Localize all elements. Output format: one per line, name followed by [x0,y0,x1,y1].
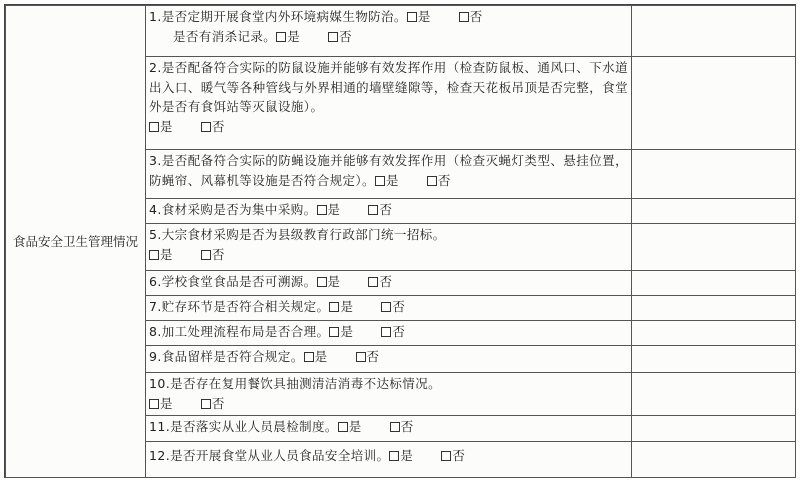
notes-cell[interactable] [632,57,796,150]
item-text: 加工处理流程布局是否合理。 [161,324,330,339]
item-3 [146,150,632,199]
no-checkbox[interactable] [459,12,469,22]
yes-checkbox[interactable] [407,12,417,22]
yes-checkbox[interactable] [389,451,399,461]
yes-checkbox[interactable] [149,399,159,409]
category-cell [6,6,146,478]
no-label: 否 [379,202,393,217]
yes-label: 是 [340,299,354,314]
item-2 [146,57,632,150]
no-checkbox[interactable] [201,399,211,409]
yes-label: 是 [400,448,414,463]
notes-cell[interactable] [632,6,796,57]
item-9 [146,346,632,373]
yes-checkbox[interactable] [317,277,327,287]
no-label: 否 [211,395,225,411]
no-checkbox[interactable] [441,451,451,461]
no-label: 否 [339,28,353,44]
yes-checkbox[interactable] [276,32,286,42]
no-label: 否 [392,324,406,339]
item-text: 是否配备符合实际的防鼠设施并能够有效发挥作用（检查防鼠板、通风口、下水道出入口、暖气等各种管线与外界相通的墙壁缝隙等，检查天花板吊顶是否完整，食堂外是否有食饵站等灭鼠设施）。 [149,60,628,114]
yes-label: 是 [340,324,354,339]
no-label: 否 [366,349,380,364]
item-text: 是否落实从业人员晨检制度。 [170,419,338,434]
yes-checkbox[interactable] [304,352,314,362]
no-checkbox[interactable] [201,122,211,132]
item-7 [146,296,632,321]
item-number: 12. [149,448,171,463]
no-checkbox[interactable] [390,422,400,432]
no-checkbox[interactable] [381,302,391,312]
item-text: 食品留样是否符合规定。 [161,349,304,364]
no-checkbox[interactable] [381,327,391,337]
yes-checkbox[interactable] [149,122,159,132]
notes-cell[interactable] [632,224,796,271]
notes-cell[interactable] [632,416,796,442]
item-11 [146,416,632,442]
table-row [6,6,796,57]
notes-cell[interactable] [632,150,796,199]
yes-label: 是 [327,202,341,217]
yes-label: 是 [385,172,399,188]
item-text: 是否配备符合实际的防蝇设施并能够有效发挥作用（检查灭蝇灯类型、悬挂位置，防蝇帘、风幕机等设施是否符合规定）。 [149,153,628,188]
yes-checkbox[interactable] [149,250,159,260]
no-label: 否 [392,299,406,314]
item-number: 7. [149,299,162,314]
item-text: 是否存在复用餐饮具抽测清洁消毒不达标情况。 [170,376,441,391]
no-checkbox[interactable] [427,176,437,186]
yes-label: 是 [314,349,328,364]
notes-cell[interactable] [632,442,796,478]
notes-cell[interactable] [632,373,796,416]
inspection-form [4,4,796,478]
item-text: 大宗食材采购是否为县级教育行政部门统一招标。 [161,227,446,242]
yes-label: 是 [160,395,173,411]
yes-label: 是 [160,118,173,134]
no-checkbox[interactable] [328,32,338,42]
item-6 [146,271,632,296]
yes-label: 是 [327,274,341,289]
item-number: 6. [149,274,162,289]
no-label: 否 [211,246,225,262]
category-label: 食品安全卫生管理情况 [12,233,138,249]
notes-cell[interactable] [632,271,796,296]
yes-checkbox[interactable] [338,422,348,432]
yes-label: 是 [417,9,431,24]
no-label: 否 [437,172,451,188]
no-checkbox[interactable] [356,352,366,362]
notes-cell[interactable] [632,346,796,373]
item-number: 1. [149,9,162,24]
yes-checkbox[interactable] [375,176,385,186]
yes-checkbox[interactable] [329,302,339,312]
item-1 [146,6,632,57]
no-label: 否 [379,274,393,289]
no-label: 否 [452,448,466,463]
no-checkbox[interactable] [368,205,378,215]
yes-checkbox[interactable] [317,205,327,215]
no-label: 否 [211,118,225,134]
item-number: 5. [149,227,162,242]
item-subtext: 是否有消杀记录。 [173,28,277,44]
item-number: 11. [149,419,171,434]
item-number: 4. [149,202,162,217]
item-number: 9. [149,349,162,364]
no-label: 否 [469,9,483,24]
item-8 [146,321,632,346]
yes-label: 是 [348,419,362,434]
item-text: 食材采购是否为集中采购。 [161,202,317,217]
item-number: 10. [149,376,171,391]
item-text: 是否定期开展食堂内外环境病媒生物防治。 [161,9,407,24]
no-checkbox[interactable] [201,250,211,260]
item-text: 贮存环节是否符合相关规定。 [161,299,330,314]
item-text: 学校食堂食品是否可溯源。 [161,274,317,289]
no-checkbox[interactable] [368,277,378,287]
item-text: 是否开展食堂从业人员食品安全培训。 [170,448,390,463]
yes-label: 是 [287,28,301,44]
yes-checkbox[interactable] [329,327,339,337]
item-5 [146,224,632,271]
notes-cell[interactable] [632,321,796,346]
item-12 [146,442,632,478]
item-4 [146,199,632,224]
item-number: 8. [149,324,162,339]
no-label: 否 [400,419,414,434]
item-number: 2. [149,60,162,75]
item-10 [146,373,632,416]
inspection-table [5,5,796,478]
item-number: 3. [149,153,162,168]
notes-cell[interactable] [632,296,796,321]
notes-cell[interactable] [632,199,796,224]
yes-label: 是 [160,246,173,262]
